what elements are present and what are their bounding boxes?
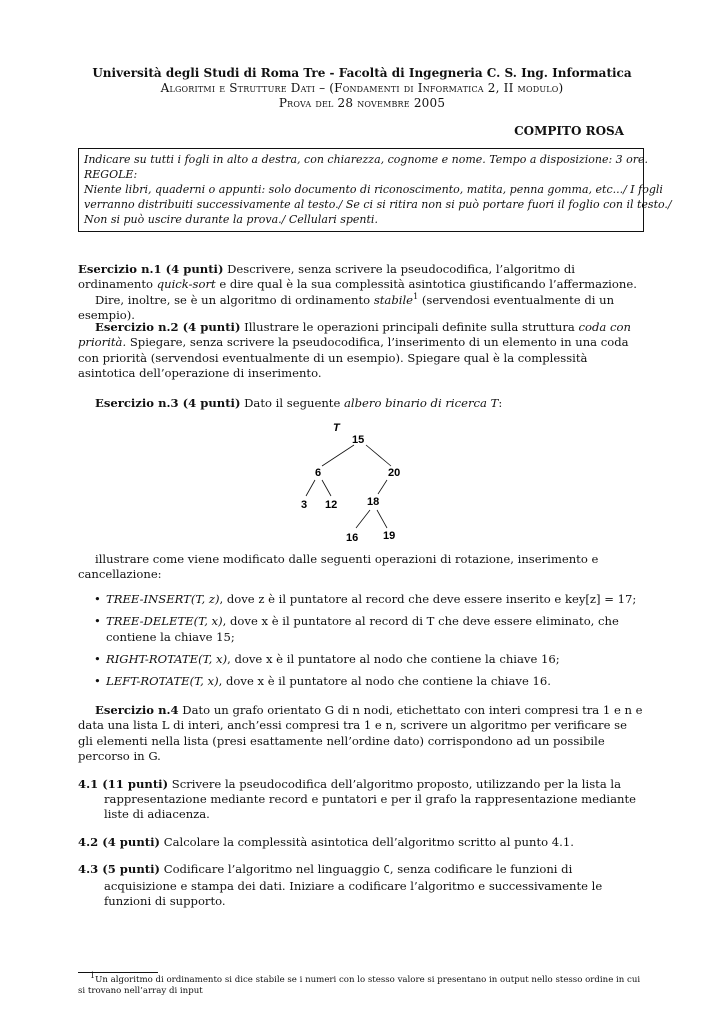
subtask-text: Codificare l’algoritmo nel linguaggio <box>163 862 380 877</box>
bst-edge <box>366 445 391 466</box>
rules-line: Non si può uscire durante la prova./ Cellulari spenti. <box>84 213 378 226</box>
exercise-3-text: Dato il seguente <box>244 396 341 410</box>
rules-line: REGOLE: <box>84 168 138 181</box>
footnote <box>78 971 644 997</box>
bst-node: 16 <box>346 532 359 544</box>
subtask-4-3 <box>78 862 644 909</box>
bst-edge <box>356 510 370 528</box>
exercise-4 <box>78 703 644 909</box>
course-title: Algoritmi e Strutture Dati – (Fondamenti di Informatica 2, II modulo) <box>160 81 564 95</box>
bst-node: 18 <box>367 496 380 508</box>
exercise-1 <box>78 262 644 324</box>
operation-desc: , dove x è il puntatore al nodo che contiene la chiave 16; <box>227 652 560 667</box>
rules-line: Niente libri, quaderni o appunti: solo documento di riconoscimento, matita, penna gomma, etc.../ I fogli <box>84 183 663 196</box>
subtask-text: , senza codificare le funzioni di acquisizione e stampa dei dati. Iniziare a codificare l’algoritmo e successivamente le funzioni di supporto. <box>104 862 603 909</box>
footnote-text: Un algoritmo di ordinamento si dice stabile se i numeri con lo stesso valore si presentano in output nello stesso ordine in cui si trovano nell’array di input <box>78 975 641 996</box>
operation-name: LEFT-ROTATE(T, x) <box>106 674 219 689</box>
exercise-1-term-stabile: stabile <box>373 292 414 307</box>
exercise-2-title: Esercizio n.2 (4 punti) <box>95 320 241 334</box>
exercise-1-text: Dire, inoltre, se è un algoritmo di ordinamento <box>95 292 371 307</box>
list-item <box>78 652 644 667</box>
exercise-4-text: Dato un grafo orientato G di n nodi, etichettato con interi compresi tra 1 e n e data una lista L di interi, anch’essi compresi tra 1 e n, scrivere un algoritmo per verificare se gli elementi nella lista (presi esattamente nell’ordine dato) corrispondono ad un possibile percorso in G. <box>78 703 643 764</box>
subtask-4-2 <box>78 835 644 850</box>
compito-label: COMPITO ROSA <box>514 124 624 138</box>
exercise-3-ops <box>78 552 644 697</box>
bst-edge <box>377 510 387 528</box>
operations-list <box>78 592 644 690</box>
exercise-2-term: coda con priorità. <box>78 320 631 350</box>
exercise-1-term-quicksort: quick-sort <box>156 277 216 292</box>
subtask-text: Calcolare la complessità asintotica dell’algoritmo scritto al punto 4.1. <box>163 834 574 849</box>
language-name: C <box>383 864 390 877</box>
rules-line: verranno distribuiti successivamente al testo./ Se ci si ritira non si può portare fuori il foglio con il testo./ <box>84 198 672 211</box>
list-item <box>78 592 644 607</box>
bullet: • <box>94 591 101 606</box>
bullet: • <box>94 674 101 689</box>
bst-node: 6 <box>315 467 322 479</box>
bullet: • <box>94 614 101 629</box>
subtask-label: 4.3 (5 punti) <box>78 862 161 877</box>
rules-line: Indicare su tutti i fogli in alto a destra, con chiarezza, cognome e nome. Tempo a disposizione: 3 ore. <box>84 153 649 166</box>
subtask-label: 4.2 (4 punti) <box>78 834 161 849</box>
bst-svg <box>290 418 420 548</box>
university-title: Università degli Studi di Roma Tre - Facoltà di Ingegneria C. S. Ing. Informatica <box>92 66 632 80</box>
exercise-1-text: (servendosi eventualmente di un esempio). <box>78 292 615 323</box>
exercise-1-text: Descrivere, senza scrivere la pseudocodifica, l’algoritmo di ordinamento <box>78 262 575 292</box>
bst-edge <box>378 480 387 494</box>
list-item <box>78 614 644 645</box>
bst-node: 20 <box>388 467 401 479</box>
subtask-text: Scrivere la pseudocodifica dell’algoritmo proposto, utilizzando per la lista la rappresentazione mediante record e puntatori e per il grafo la rappresentazione mediante liste di adiacenza. <box>104 776 637 822</box>
exercise-2-text: Illustrare le operazioni principali definite sulla struttura <box>244 320 575 334</box>
bst-node: 12 <box>325 499 338 511</box>
subtask-label: 4.1 (11 punti) <box>78 776 169 791</box>
operation-name: TREE-INSERT(T, z) <box>106 591 220 606</box>
bst-node: 3 <box>301 499 308 511</box>
exercise-3 <box>78 396 644 411</box>
exercise-3-term: albero binario di ricerca T <box>344 396 499 410</box>
exercise-3-title: Esercizio n.3 (4 punti) <box>95 396 241 410</box>
list-item <box>78 674 644 689</box>
bst-label: T <box>333 422 340 434</box>
exercise-1-title: Esercizio n.1 (4 punti) <box>78 262 224 276</box>
exercise-3-text: : <box>498 396 503 410</box>
subtask-4-1 <box>78 777 644 823</box>
operation-name: RIGHT-ROTATE(T, x) <box>106 652 228 667</box>
bst-edge <box>322 445 354 466</box>
exam-date: Prova del 28 novembre 2005 <box>278 96 446 110</box>
exercise-4-title: Esercizio n.4 <box>95 703 179 717</box>
operation-desc: , dove x è il puntatore al nodo che contiene la chiave 16. <box>218 674 551 689</box>
exercise-2-text: Spiegare, senza scrivere la pseudocodifica, l’inserimento di un elemento in una coda con priorità (servendosi eventualmente di un esempio). Spiegare qual è la complessità asintotica dell’operazione di inserimento. <box>78 335 629 381</box>
footnote-mark: 1 <box>413 291 419 301</box>
bullet: • <box>94 652 101 667</box>
bst-diagram <box>290 418 420 548</box>
operation-name: TREE-DELETE(T, x) <box>106 614 223 629</box>
exercise-1-text: e dire qual è la sua complessità asintotica giustificando l’affermazione. <box>219 277 637 292</box>
bst-node: 19 <box>383 530 396 542</box>
exercise-2 <box>78 320 644 382</box>
operation-desc: , dove z è il puntatore al record che deve essere inserito e key[z] = 17; <box>219 591 637 606</box>
bst-node: 15 <box>352 434 365 446</box>
footnote-mark: 1 <box>90 971 96 981</box>
exercise-3-intro: illustrare come viene modificato dalle seguenti operazioni di rotazione, inserimento e cancellazione: <box>78 552 599 582</box>
bst-edge <box>306 480 315 496</box>
bst-edge <box>322 480 331 496</box>
operation-desc: , dove x è il puntatore al record di T che deve essere eliminato, che contiene la chiave 15; <box>106 614 619 644</box>
page-header <box>0 66 724 111</box>
rules-box <box>78 148 672 232</box>
